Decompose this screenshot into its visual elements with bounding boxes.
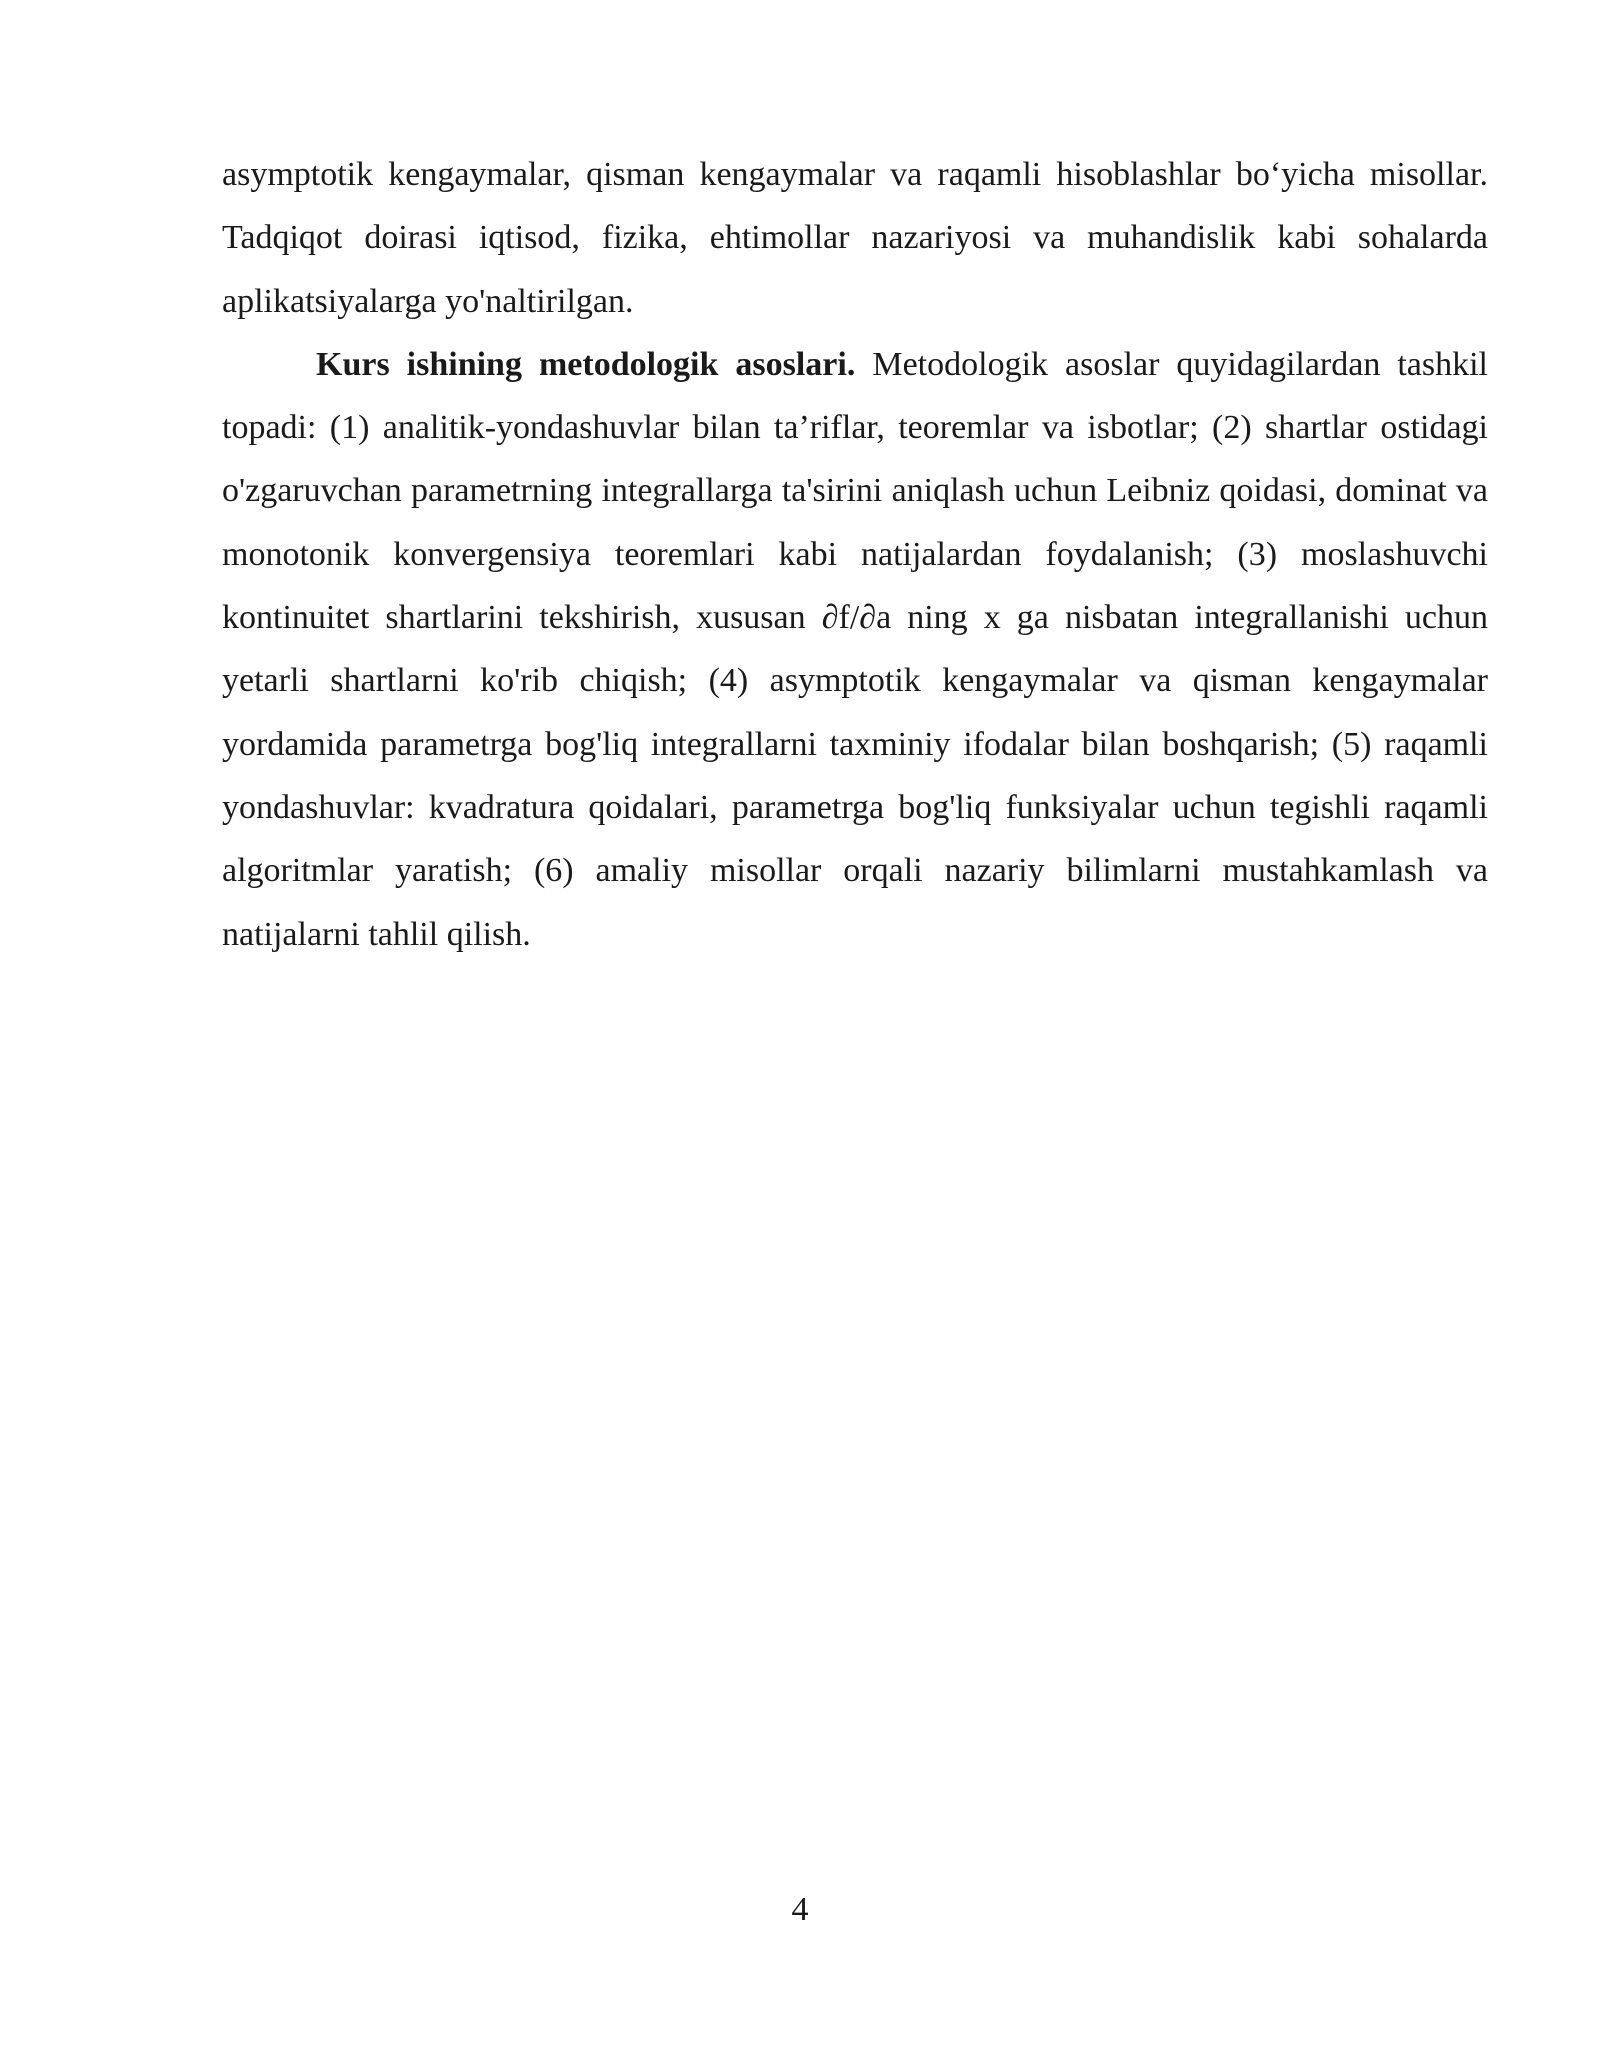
- methodology-heading: Kurs ishining metodologik asoslari.: [316, 345, 856, 383]
- page-number: 4: [791, 1891, 809, 1928]
- paragraph-scope: asymptotik kengaymalar, qisman kengaymalar va raqamli hisoblashlar bo‘yicha misollar. Tadqiqot doirasi iqtisod, fizika, ehtimollar nazariyosi va muhandislik kabi sohalarda aplikatsiyalarga yo'naltirilgan.: [222, 156, 1488, 320]
- page-body: [222, 143, 1488, 966]
- methodology-body: Metodologik asoslar quyidagilardan tashkil topadi: (1) analitik-yondashuvlar bilan ta’riflar, teoremlar va isbotlar; (2) shartlar ostidagi o'zgaruvchan parametrning integrallarga ta'sirini aniqlash uchun Leibniz qoidasi, dominat va monotonik konvergensiya teoremlari kabi natijalardan foydalanish; (3) moslashuvchi kontinuitet shartlarini tekshirish, xususan ∂f/∂a ning x ga nisbatan integrallanishi uchun yetarli shartlarni ko'rib chiqish; (4) asymptotik kengaymalar va qisman kengaymalar yordamida parametrga bog'liq integrallarni taxminiy ifodalar bilan boshqarish; (5) raqamli yondashuvlar: kvadratura qoidalari, parametrga bog'liq funksiyalar uchun tegishli raqamli algoritmlar yaratish; (6) amaliy misollar orqali nazariy bilimlarni mustahkamlash va natijalarni tahlil qilish.: [222, 345, 1489, 953]
- paragraph-methodology: [222, 333, 1488, 966]
